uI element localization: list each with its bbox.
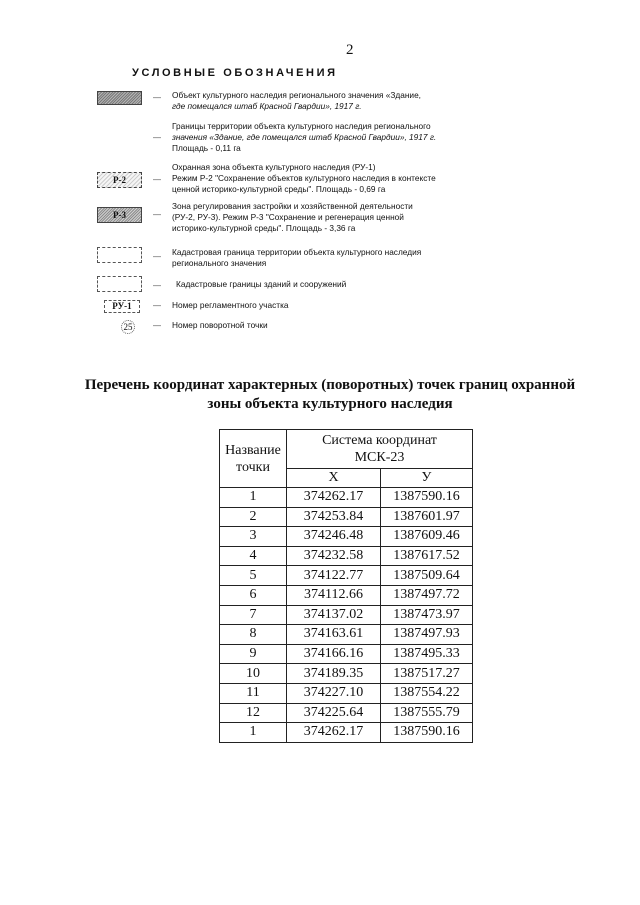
heritage-object-swatch [97,91,142,105]
header-coordinate-system: Система координат МСК-23 [287,430,473,469]
page-number: 2 [346,42,354,58]
legend-dash: — [153,252,161,261]
legend-dash: — [153,93,161,102]
legend-description: Границы территории объекта культурного наследия регионального значения «Здание, где помещался штаб Красной Гвардии», 1917 г. Площадь - 0,11 га [172,121,437,153]
legend-dash: — [153,281,161,290]
legend-dash: — [153,210,161,219]
protection-zone-swatch: Р-2 [97,172,142,188]
cadastral-buildings-swatch [97,276,142,292]
legend [0,0,640,340]
legend-dash: — [153,175,161,184]
cadastral-territory-swatch [97,247,142,263]
legend-description: Объект культурного наследия регионального значения «Здание, где помещался штаб Красной Гвардии», 1917 г. [172,90,421,111]
legend-description: Кадастровая граница территории объекта культурного наследия регионального значения [172,247,422,268]
legend-description: Кадастровые границы зданий и сооружений [176,279,347,289]
legend-description: Зона регулирования застройки и хозяйственной деятельности (РУ-2, РУ-3). Режим Р-3 "Сохранение и регенерация ценной историко-культурной среды". Площадь - 3,36 га [172,201,413,233]
table-row: 7 374137.02 1387473.97 [220,605,473,625]
legend-dash: — [153,301,161,310]
table-row: 8 374163.61 1387497.93 [220,625,473,645]
table-row: 5 374122.77 1387509.64 [220,566,473,586]
table-row: 9 374166.16 1387495.33 [220,644,473,664]
header-x: Х [287,469,381,488]
regulation-plot-label-swatch: РУ-1 [104,300,140,313]
table-row: 12 374225.64 1387555.79 [220,703,473,723]
legend-description: Номер регламентного участка [172,300,289,310]
table-row: 4 374232.58 1387617.52 [220,546,473,566]
coordinates-title: Перечень координат характерных (поворотных) точек границ охранной зоны объекта культурного наследия [84,377,576,412]
table-row: 2 374253.84 1387601.97 [220,507,473,527]
table-row: 11 374227.10 1387554.22 [220,683,473,703]
table-row: 1 374262.17 1387590.16 [220,723,473,743]
table-row: 6 374112.66 1387497.72 [220,585,473,605]
legend-description: Охранная зона объекта культурного наследия (РУ-1) Режим Р-2 "Сохранение объектов культурного наследия в контексте ценной историко-культурной среды". Площадь - 0,69 га [172,162,436,194]
table-row: 3 374246.48 1387609.46 [220,527,473,547]
header-y: У [381,469,473,488]
header-point-name: Название точки [220,430,287,488]
legend-dash: — [153,133,161,142]
legend-heading: УСЛОВНЫЕ ОБОЗНАЧЕНИЯ [132,67,338,79]
table-row: 1 374262.17 1387590.16 [220,488,473,508]
legend-dash: — [153,321,161,330]
regulation-zone-swatch: Р-3 [97,207,142,223]
coordinates-table [219,429,473,743]
turning-point-marker: 25 [121,320,135,334]
legend-description: Номер поворотной точки [172,320,268,330]
table-row: 10 374189.35 1387517.27 [220,664,473,684]
